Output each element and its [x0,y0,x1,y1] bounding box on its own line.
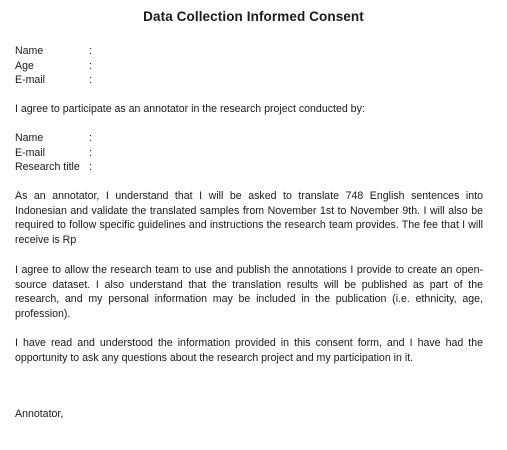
document-title: Data Collection Informed Consent [143,9,364,24]
field-label: E-mail [15,146,46,159]
field-label: Name [15,132,44,144]
acknowledgement-paragraph: I have read and understood the information provided in this consent form, and I have had the opportunity to ask any questions about the research project and my participation in it. [15,337,483,364]
field-separator: : [89,45,92,57]
field-label: E-mail [15,74,46,87]
task-description-paragraph: As an annotator, I understand that I will be asked to translate 748 English sentences into Indonesian and validate the translated samples from November 1st to November 9th. I will also be required to follow specific guidelines and instructions the research team provides. The fee that I will receive is Rp [15,190,483,246]
field-label: Age [15,59,34,72]
researcher-field-name [15,131,483,146]
participant-fields [15,44,483,88]
field-separator: : [89,74,92,87]
field-separator: : [89,146,92,159]
researcher-fields [15,131,483,175]
researcher-field-research-title [15,160,483,175]
publication-consent-paragraph: I agree to allow the research team to use and publish the annotations I provide to create an open-source dataset. I also understand that the translation results will be published as part of the research, and my personal information may be included in the publication (i.e. ethnicity, age, profession). [15,264,483,320]
field-label: Name [15,45,44,57]
participant-field-email [15,73,483,88]
intro-statement: I agree to participate as an annotator in the research project conducted by: [15,103,365,115]
field-separator: : [89,59,92,72]
signature-label: Annotator, [15,408,64,420]
researcher-field-email [15,146,483,161]
field-separator: : [89,132,92,144]
field-label: Research title [15,161,80,174]
participant-field-age [15,59,483,74]
participant-field-name [15,44,483,59]
field-separator: : [89,161,92,174]
